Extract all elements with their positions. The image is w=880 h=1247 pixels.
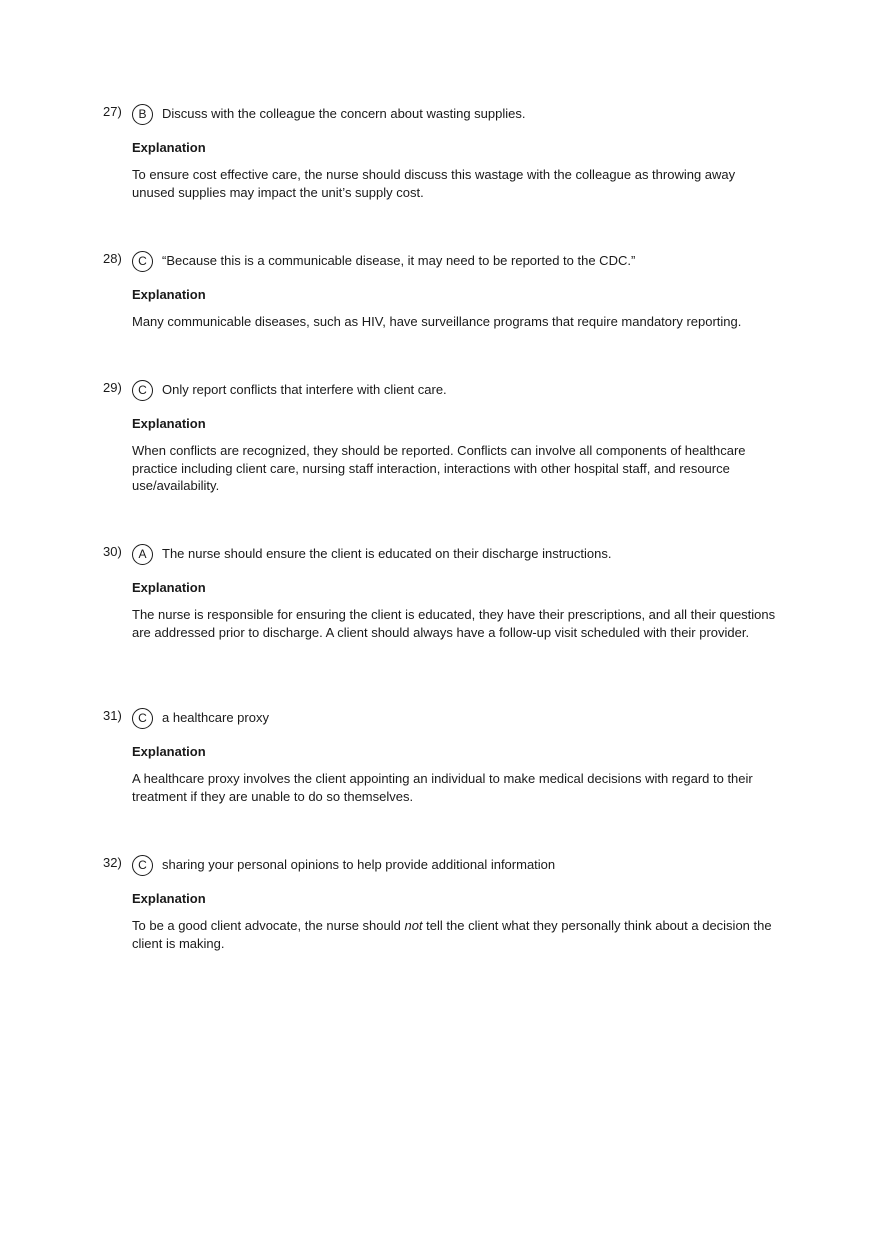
answer-text: sharing your personal opinions to help provide additional information bbox=[162, 857, 556, 872]
explanation-text: Many communicable diseases, such as HIV, have surveillance programs that require mandatory reporting. bbox=[132, 314, 742, 329]
question-number: 30) bbox=[103, 544, 122, 559]
answer-letter-circle: B bbox=[132, 104, 153, 125]
answer-text: The nurse should ensure the client is educated on their discharge instructions. bbox=[162, 546, 612, 561]
answer-text: Only report conflicts that interfere with client care. bbox=[162, 382, 447, 397]
explanation-heading: Explanation bbox=[132, 140, 206, 155]
question-number: 31) bbox=[103, 708, 122, 723]
question-number: 28) bbox=[103, 251, 122, 266]
explanation-text: The nurse is responsible for ensuring the client is educated, they have their prescriptions, and all their questions are addressed prior to discharge. A client should always have a follow-up visit scheduled with their provider. bbox=[132, 607, 776, 640]
explanation-text bbox=[132, 917, 777, 952]
answer-letter-circle: A bbox=[132, 544, 153, 565]
explanation-text: A healthcare proxy involves the client appointing an individual to make medical decisions with regard to their treatment if they are unable to do so themselves. bbox=[132, 771, 753, 804]
question-number: 27) bbox=[103, 104, 122, 119]
explanation-heading: Explanation bbox=[132, 744, 206, 759]
answer-letter-circle: C bbox=[132, 855, 153, 876]
answer-text: “Because this is a communicable disease, it may need to be reported to the CDC.” bbox=[162, 253, 636, 268]
question-number: 32) bbox=[103, 855, 122, 870]
question-number: 29) bbox=[103, 380, 122, 395]
answer-letter-circle: C bbox=[132, 708, 153, 729]
answer-letter-circle: C bbox=[132, 380, 153, 401]
explanation-heading: Explanation bbox=[132, 416, 206, 431]
explanation-text-end: tell the client what they personally think about a decision the client is making. bbox=[132, 918, 772, 951]
explanation-text: To ensure cost effective care, the nurse should discuss this wastage with the colleague as throwing away unused supplies may impact the unit’s supply cost. bbox=[132, 167, 736, 200]
explanation-heading: Explanation bbox=[132, 580, 206, 595]
explanation-heading: Explanation bbox=[132, 891, 206, 906]
answer-letter-circle: C bbox=[132, 251, 153, 272]
explanation-emphasis: not bbox=[404, 918, 423, 933]
answer-text: a healthcare proxy bbox=[162, 710, 269, 725]
answer-text: Discuss with the colleague the concern about wasting supplies. bbox=[162, 106, 526, 121]
explanation-text: When conflicts are recognized, they should be reported. Conflicts can involve all components of healthcare practice including client care, nursing staff interaction, interactions with other hospital staff, and resource use/availability. bbox=[132, 443, 746, 493]
explanation-heading: Explanation bbox=[132, 287, 206, 302]
explanation-text-start: To be a good client advocate, the nurse should bbox=[132, 918, 405, 933]
